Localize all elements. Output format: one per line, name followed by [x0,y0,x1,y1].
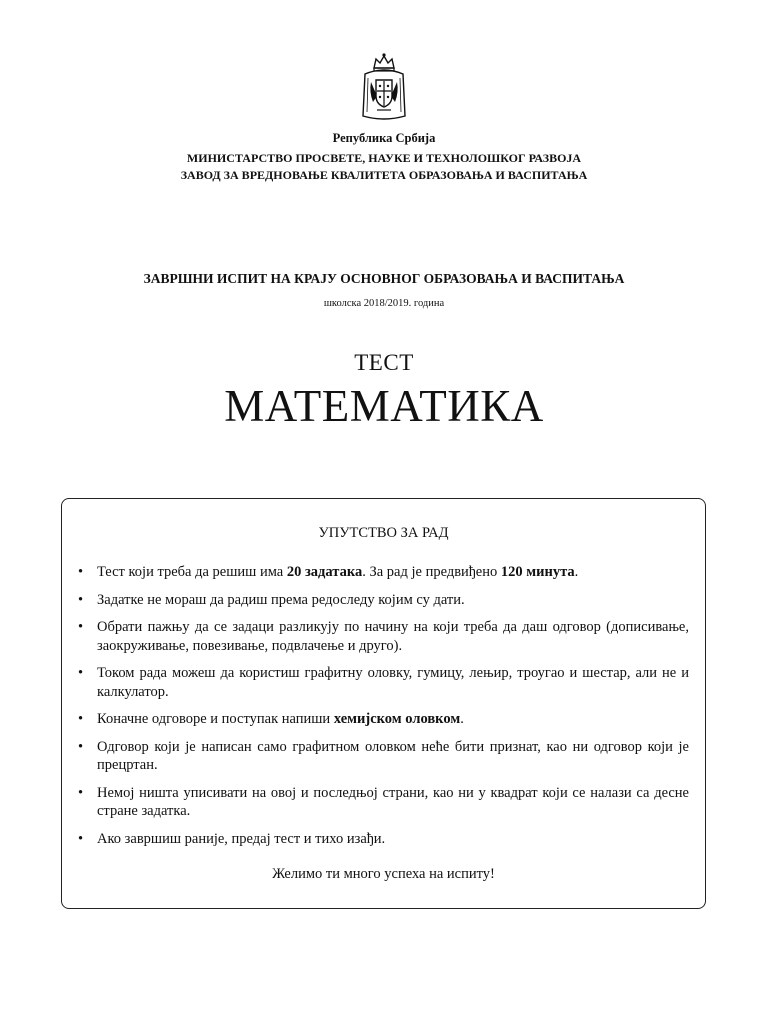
item-text: . [460,711,464,727]
republic-name: Република Србија [332,131,436,145]
list-item [78,738,689,775]
item-text: Тест који треба да решиш има [97,564,287,580]
item-text: . За рад је предвиђено [362,564,501,580]
bullet-icon: • [78,665,84,681]
institute-name: ЗАВОД ЗА ВРЕДНОВАЊЕ КВАЛИТЕТА ОБРАЗОВАЊА И ВАСПИТАЊА [180,168,588,182]
item-text: Коначне одговоре и поступак напиши [97,711,334,727]
ministry-name: МИНИСТАРСТВО ПРОСВЕТЕ, НАУКЕ И ТЕХНОЛОШКОГ РАЗВОЈА [186,151,582,165]
list-item [78,591,689,610]
list-item [78,664,689,701]
instructions-list [78,563,689,857]
item-emphasis: хемијском оловком [333,711,461,727]
list-item [78,784,689,821]
item-text: Током рада можеш да користиш графитну оловку, гумицу, лењир, троугао и шестар, али не и калкулатор. [97,665,689,700]
instructions-box [61,498,706,909]
item-emphasis: 20 задатака [286,564,363,580]
item-text: Задатке не мораш да радиш према редоследу којим су дати. [97,591,465,608]
exam-title: ЗАВРШНИ ИСПИТ НА КРАЈУ ОСНОВНОГ ОБРАЗОВАЊА И ВАСПИТАЊА [143,271,625,286]
item-emphasis: 120 минута [500,564,575,580]
bullet-icon: • [78,619,84,635]
item-text: . [574,564,579,580]
item-text: Одговор који је написан само графитном оловком неће бити признат, као ни одговор који је прецртан. [97,738,689,773]
item-text: Немој ништа уписивати на овој и последњој страни, као ни у квадрат који се налази са десне стране задатка. [97,784,689,819]
coat-of-arms-icon [359,52,409,124]
list-item [78,710,689,729]
list-item [78,563,689,582]
list-item [78,618,689,655]
closing-wish: Желимо ти много успеха на испиту! [272,866,495,882]
subject-title: МАТЕМАТИКА [224,381,544,431]
bullet-icon: • [78,830,84,847]
bullet-icon: • [78,711,84,727]
test-label: ТЕСТ [354,350,414,375]
school-year: школска 2018/2019. година [323,298,445,309]
bullet-icon: • [78,738,84,755]
item-text: Ако завршиш раније, предај тест и тихо изађи. [97,830,386,847]
bullet-icon: • [78,591,84,608]
bullet-icon: • [78,784,84,801]
instructions-title: УПУТСТВО ЗА РАД [318,525,449,541]
bullet-icon: • [78,564,84,580]
item-text: Обрати пажњу да се задаци разликују по начину на који треба да даш одговор (дописивање, заокруживање, повезивање, подвлачење и друго). [97,619,689,654]
list-item [78,830,689,849]
